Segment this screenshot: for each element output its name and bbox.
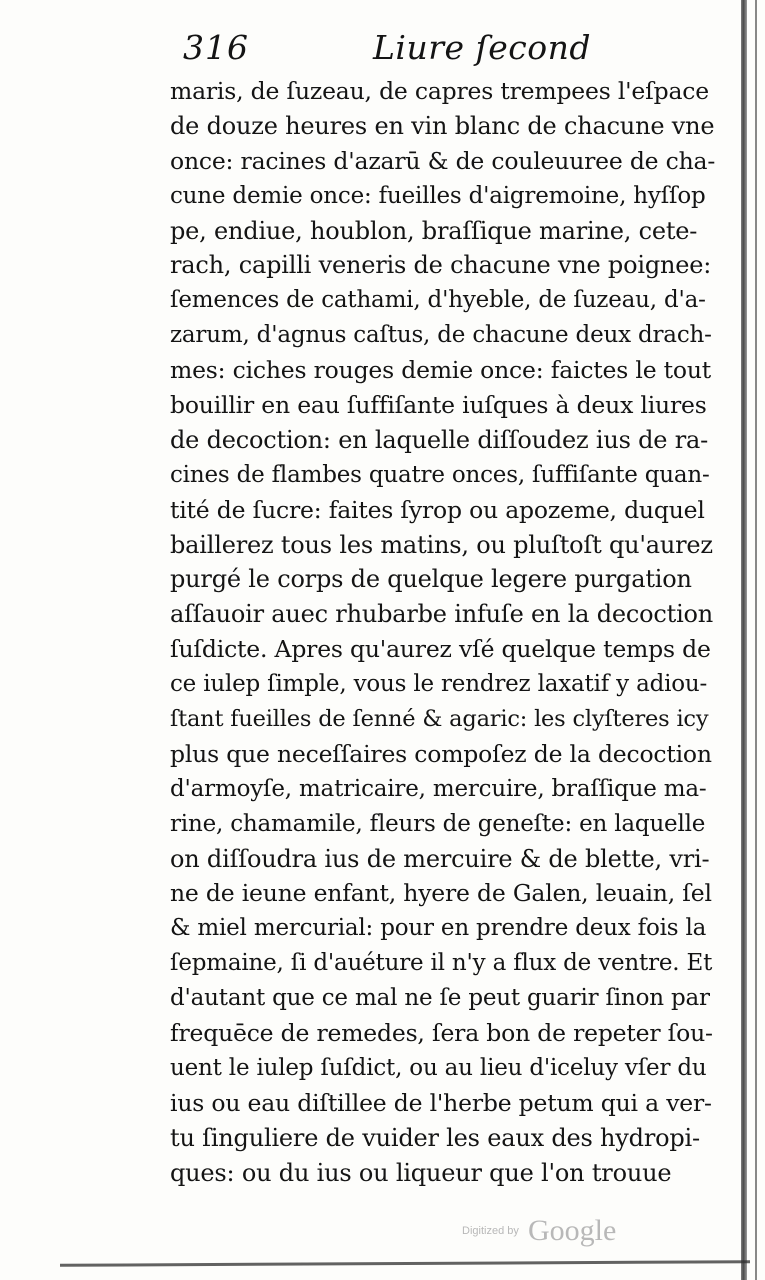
text-line: d'autant que ce mal ne ſe peut guarir ſinon par xyxy=(170,985,710,1012)
text-line: ſemences de cathami, d'hyeble, de ſuzeau, d'a- xyxy=(170,287,706,314)
text-line: tu ſinguliere de vuider les eaux des hydropi- xyxy=(170,1123,700,1152)
text-line: plus que neceſſaires compoſez de la decoction xyxy=(170,739,712,768)
watermark-prefix: Digitized by xyxy=(462,1225,519,1237)
text-line: once: racines d'azarū & de couleuuree de cha- xyxy=(170,146,716,175)
text-line: pe, endiue, houblon, braſſique marine, cete- xyxy=(170,216,698,245)
text-line: uent le iulep ſuſdict, ou au lieu d'iceluy vſer du xyxy=(170,1054,707,1081)
text-line: rine, chamamile, fleurs de geneſte: en laquelle xyxy=(170,810,706,837)
text-line: mes: ciches rouges demie once: faictes le tout xyxy=(170,356,712,385)
text-line: de douze heures en vin blanc de chacune vne xyxy=(170,111,715,140)
text-line: ſtant fueilles de ſenné & agaric: les clyſteres icy xyxy=(170,706,709,733)
text-line: ſuſdicte. Apres qu'aurez vſé quelque temps de xyxy=(170,635,711,664)
text-line: ne de ieune enfant, hyere de Galen, leuain, ſel xyxy=(170,879,712,908)
text-line: on diſſoudra ius de mercuire & de blette, vri- xyxy=(170,844,710,873)
text-line: purgé le corps de quelque legere purgation xyxy=(170,565,692,594)
scan-edge-right xyxy=(741,0,747,1280)
text-line: ſepmaine, ſi d'auéture il n'y a flux de ventre. Et xyxy=(170,950,713,977)
google-logo: Google xyxy=(527,1214,617,1247)
text-line: ques: ou du ius ou liqueur que l'on trouue xyxy=(170,1158,672,1187)
scan-edge-bottom xyxy=(60,1260,750,1267)
text-line: baillerez tous les matins, ou pluſtoſt qu'aurez xyxy=(170,530,713,559)
body-text xyxy=(170,74,716,1191)
text-line: aſſauoir auec rhubarbe infuſe en la decoction xyxy=(170,600,714,629)
running-title: Liure ſecond xyxy=(373,28,591,67)
text-line: zarum, d'agnus caſtus, de chacune deux drach- xyxy=(170,322,712,349)
text-line: ce iulep ſimple, vous le rendrez laxatif y adiou- xyxy=(170,671,708,698)
text-line: cines de flambes quatre onces, ſuffiſante quan- xyxy=(170,461,710,488)
text-line: tité de ſucre: faites ſyrop ou apozeme, duquel xyxy=(170,495,705,524)
scan-edge-line xyxy=(755,0,757,1280)
text-line: ius ou eau diſtillee de l'herbe petum qui a ver- xyxy=(170,1088,712,1117)
page-number: 316 xyxy=(183,28,249,67)
text-line: maris, de ſuzeau, de capres trempees l'eſpace xyxy=(170,77,709,105)
digitized-watermark xyxy=(462,1214,616,1254)
text-line: d'armoyſe, matricaire, mercuire, braſſique ma- xyxy=(170,775,707,802)
page-header xyxy=(183,28,703,76)
text-line: & miel mercurial: pour en prendre deux fois la xyxy=(170,915,707,942)
text-line: de decoction: en laquelle diſſoudez ius de ra- xyxy=(170,425,709,454)
text-line: cune demie once: fueilles d'aigremoine, hyſſop xyxy=(170,182,706,209)
text-line: frequēce de remedes, ſera bon de repeter ſou- xyxy=(170,1019,713,1048)
text-line: rach, capilli veneris de chacune vne poignee: xyxy=(170,251,712,280)
text-line: bouillir en eau ſuffiſante iuſques à deux liures xyxy=(170,391,707,420)
